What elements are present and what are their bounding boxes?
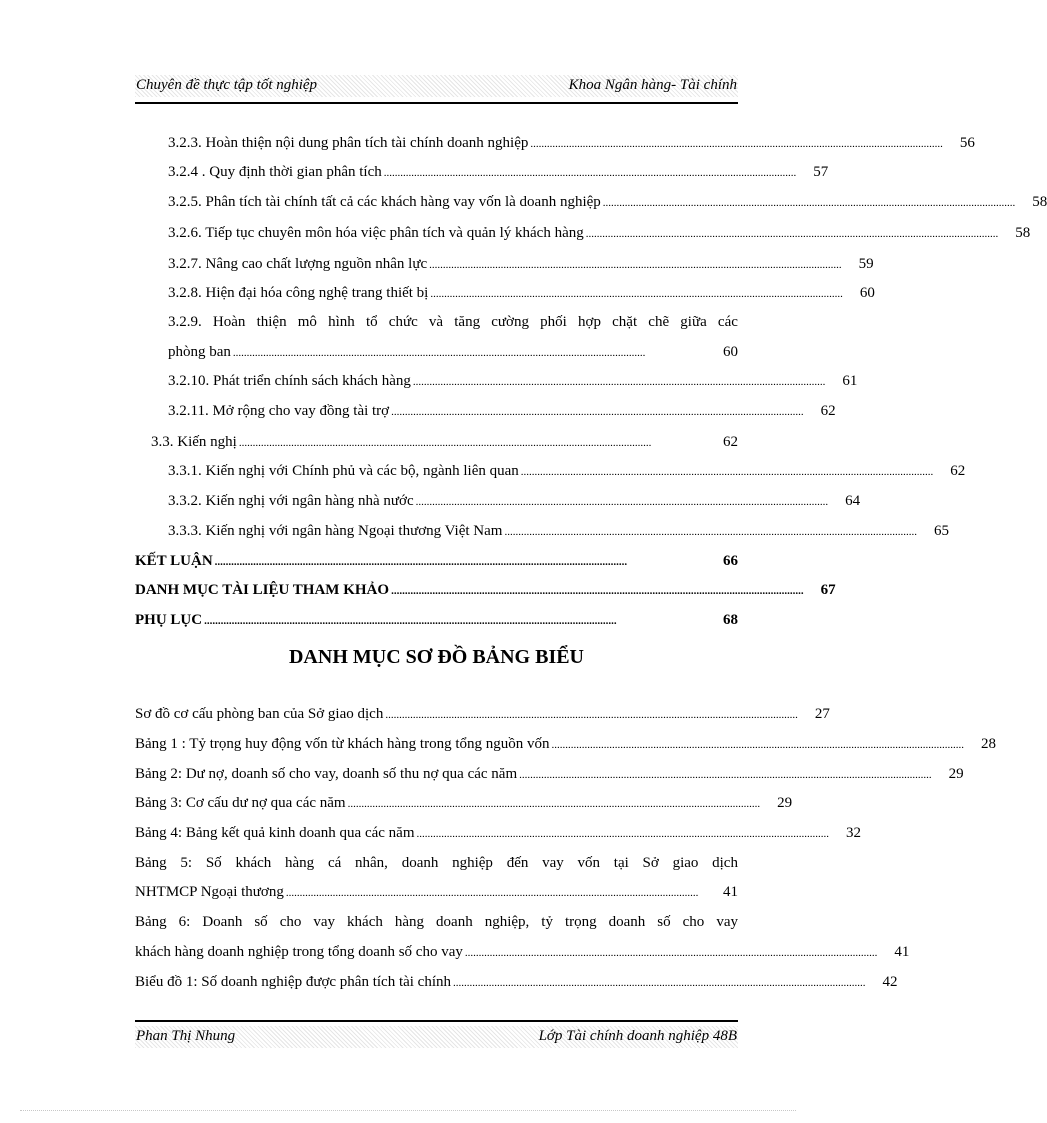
list-entry: NHTMCP Ngoại thương ...................................................................................................................................................... 41 [135, 881, 738, 903]
toc-entry: PHỤ LỤC ...................................................................................................................................................... 68 [135, 609, 738, 631]
toc-entry-page: 68 [723, 612, 738, 628]
toc-entry-page: 67 [820, 582, 836, 598]
toc-entry-page: 58 [1032, 194, 1047, 210]
toc-entry-text: 3.2.7. Nâng cao chất lượng nguồn nhân lực [168, 256, 428, 272]
toc-entry-text: 3.3.1. Kiến nghị với Chính phủ và các bộ, ngành liên quan [168, 463, 519, 479]
toc-entry-text: 3.3.3. Kiến nghị với ngân hàng Ngoại thương Việt Nam [168, 523, 503, 539]
toc-entry: 3.2.10. Phát triển chính sách khách hàng ...................................................................................................................................................... 61 [135, 370, 738, 392]
toc-entry-text: 3.2.11. Mở rộng cho vay đồng tài trợ [168, 403, 390, 419]
footer-left: Phan Thị Nhung [136, 1028, 236, 1044]
toc-entry: 3.2.4 . Quy định thời gian phân tích ...................................................................................................................................................... 57 [135, 161, 738, 183]
toc-entry-page: 62 [950, 463, 966, 479]
footer-right: Lớp Tài chính doanh nghiệp 48B [538, 1028, 737, 1044]
list-entry: Bảng 2: Dư nợ, doanh số cho vay, doanh số thu nợ qua các năm ...................................................................................................................................................... 29 [135, 763, 738, 785]
toc-entry-page: 65 [933, 523, 949, 539]
toc-entry-page: 60 [723, 344, 738, 360]
toc-entry: 3.2.3. Hoàn thiện nội dung phân tích tài chính doanh nghiệp ...................................................................................................................................................... 56 [135, 132, 738, 154]
toc-entry: 3.3.1. Kiến nghị với Chính phủ và các bộ, ngành liên quan ...................................................................................................................................................... 62 [135, 460, 738, 482]
page-header [135, 75, 738, 97]
toc-entry-text: 3.2.10. Phát triển chính sách khách hàng [168, 373, 411, 389]
toc-entry-text: 3.2.3. Hoàn thiện nội dung phân tích tài chính doanh nghiệp [168, 135, 529, 151]
list-entry-page: 29 [948, 766, 964, 782]
list-title: DANH MỤC SƠ ĐỒ BẢNG BIỂU [288, 646, 585, 668]
toc-entry: DANH MỤC TÀI LIỆU THAM KHẢO ...................................................................................................................................................... 67 [135, 579, 738, 601]
list-entry: Biểu đồ 1: Số doanh nghiệp được phân tích tài chính ...................................................................................................................................................... 42 [135, 971, 738, 993]
header-left: Chuyên đề thực tập tốt nghiệp [136, 77, 318, 93]
toc-entry-text: 3.2.8. Hiện đại hóa công nghệ trang thiết bị [168, 285, 429, 301]
toc-entry: 3.2.11. Mở rộng cho vay đồng tài trợ ...................................................................................................................................................... 62 [135, 400, 738, 422]
toc-entry-text: 3.2.6. Tiếp tục chuyên môn hóa việc phân tích và quản lý khách hàng [168, 225, 584, 241]
header-right: Khoa Ngân hàng- Tài chính [568, 77, 737, 93]
list-entry-page: 41 [894, 944, 910, 960]
toc-entry-page: 59 [858, 256, 874, 272]
toc-entry-text: 3.2.4 . Quy định thời gian phân tích [168, 164, 382, 180]
toc-entry-page: 61 [842, 373, 858, 389]
toc-entry-text: 3.3.2. Kiến nghị với ngân hàng nhà nước [168, 493, 414, 509]
list-entry-text: NHTMCP Ngoại thương [135, 884, 284, 900]
list-entry-text: khách hàng doanh nghiệp trong tổng doanh số cho vay [135, 944, 463, 960]
toc-entry-page: 62 [820, 403, 836, 419]
header-rule [135, 102, 738, 104]
toc-entry-first-line: 3.2.9. Hoàn thiện mô hình tổ chức và tăng cường phối hợp chặt chẽ giữa các [168, 314, 738, 330]
toc-entry-text: phòng ban [168, 344, 231, 360]
list-entry-page: 28 [981, 736, 996, 752]
list-entry-text: Bảng 3: Cơ cấu dư nợ qua các năm [135, 795, 346, 811]
page-footer [135, 1026, 738, 1048]
toc-entry-page: 64 [845, 493, 861, 509]
toc-entry: 3.2.8. Hiện đại hóa công nghệ trang thiết bị ...................................................................................................................................................... 60 [135, 282, 738, 304]
toc-entry: KẾT LUẬN ...................................................................................................................................................... 66 [135, 550, 738, 572]
toc-entry-text: PHỤ LỤC [135, 612, 203, 628]
toc-entry: 3.3.2. Kiến nghị với ngân hàng nhà nước ...................................................................................................................................................... 64 [135, 490, 738, 512]
list-entry-first-line: Bảng 5: Số khách hàng cá nhân, doanh nghiệp đến vay vốn tại Sở giao dịch [135, 855, 738, 871]
toc-entry-text: KẾT LUẬN [135, 553, 213, 569]
list-entry-page: 29 [777, 795, 793, 811]
list-entry-text: Bảng 4: Bảng kết quả kinh doanh qua các năm [135, 825, 415, 841]
list-entry: Bảng 4: Bảng kết quả kinh doanh qua các năm ...................................................................................................................................................... 32 [135, 822, 738, 844]
list-entry-page: 41 [723, 884, 738, 900]
toc-entry-text: DANH MỤC TÀI LIỆU THAM KHẢO [135, 582, 390, 598]
list-entry-text: Bảng 2: Dư nợ, doanh số cho vay, doanh số thu nợ qua các năm [135, 766, 518, 782]
toc-entry-page: 56 [959, 135, 975, 151]
list-entry-page: 32 [846, 825, 862, 841]
toc-entry-text: 3.3. Kiến nghị [151, 434, 237, 450]
toc-entry: 3.3. Kiến nghị ...................................................................................................................................................... 62 [135, 431, 738, 453]
footer-rule [135, 1020, 738, 1022]
list-entry-text: Biểu đồ 1: Số doanh nghiệp được phân tích tài chính [135, 974, 452, 990]
list-entry-page: 27 [814, 706, 830, 722]
toc-entry: 3.2.7. Nâng cao chất lượng nguồn nhân lực ...................................................................................................................................................... 59 [135, 253, 738, 275]
list-entry: Sơ đồ cơ cấu phòng ban của Sở giao dịch ...................................................................................................................................................... 27 [135, 703, 738, 725]
toc-entry-page: 57 [813, 164, 829, 180]
list-entry-text: Bảng 1 : Tỷ trọng huy động vốn từ khách hàng trong tổng nguồn vốn [135, 736, 550, 752]
list-entry: Bảng 1 : Tỷ trọng huy động vốn từ khách hàng trong tổng nguồn vốn ...................................................................................................................................................... 28 [135, 733, 738, 755]
list-entry-text: Sơ đồ cơ cấu phòng ban của Sở giao dịch [135, 706, 384, 722]
toc-entry-page: 66 [723, 553, 738, 569]
list-entry-page: 42 [882, 974, 898, 990]
toc-entry-text: 3.2.5. Phân tích tài chính tất cả các khách hàng vay vốn là doanh nghiệp [168, 194, 601, 210]
toc-entry: 3.2.6. Tiếp tục chuyên môn hóa việc phân tích và quản lý khách hàng ...................................................................................................................................................... 58 [135, 222, 738, 244]
list-entry-first-line: Bảng 6: Doanh số cho vay khách hàng doanh nghiệp, tỷ trọng doanh số cho vay [135, 914, 738, 930]
list-entry: khách hàng doanh nghiệp trong tổng doanh số cho vay ...................................................................................................................................................... 41 [135, 941, 738, 963]
page-bottom-border [20, 1110, 796, 1111]
toc-entry: 3.2.5. Phân tích tài chính tất cả các khách hàng vay vốn là doanh nghiệp ...................................................................................................................................................... 58 [135, 191, 738, 213]
toc-entry-page: 58 [1015, 225, 1031, 241]
toc-entry-page: 60 [859, 285, 875, 301]
toc-entry: 3.3.3. Kiến nghị với ngân hàng Ngoại thương Việt Nam ...................................................................................................................................................... 65 [135, 520, 738, 542]
toc-entry: phòng ban ...................................................................................................................................................... 60 [135, 341, 738, 363]
toc-entry-page: 62 [723, 434, 738, 450]
list-entry: Bảng 3: Cơ cấu dư nợ qua các năm ...................................................................................................................................................... 29 [135, 792, 738, 814]
